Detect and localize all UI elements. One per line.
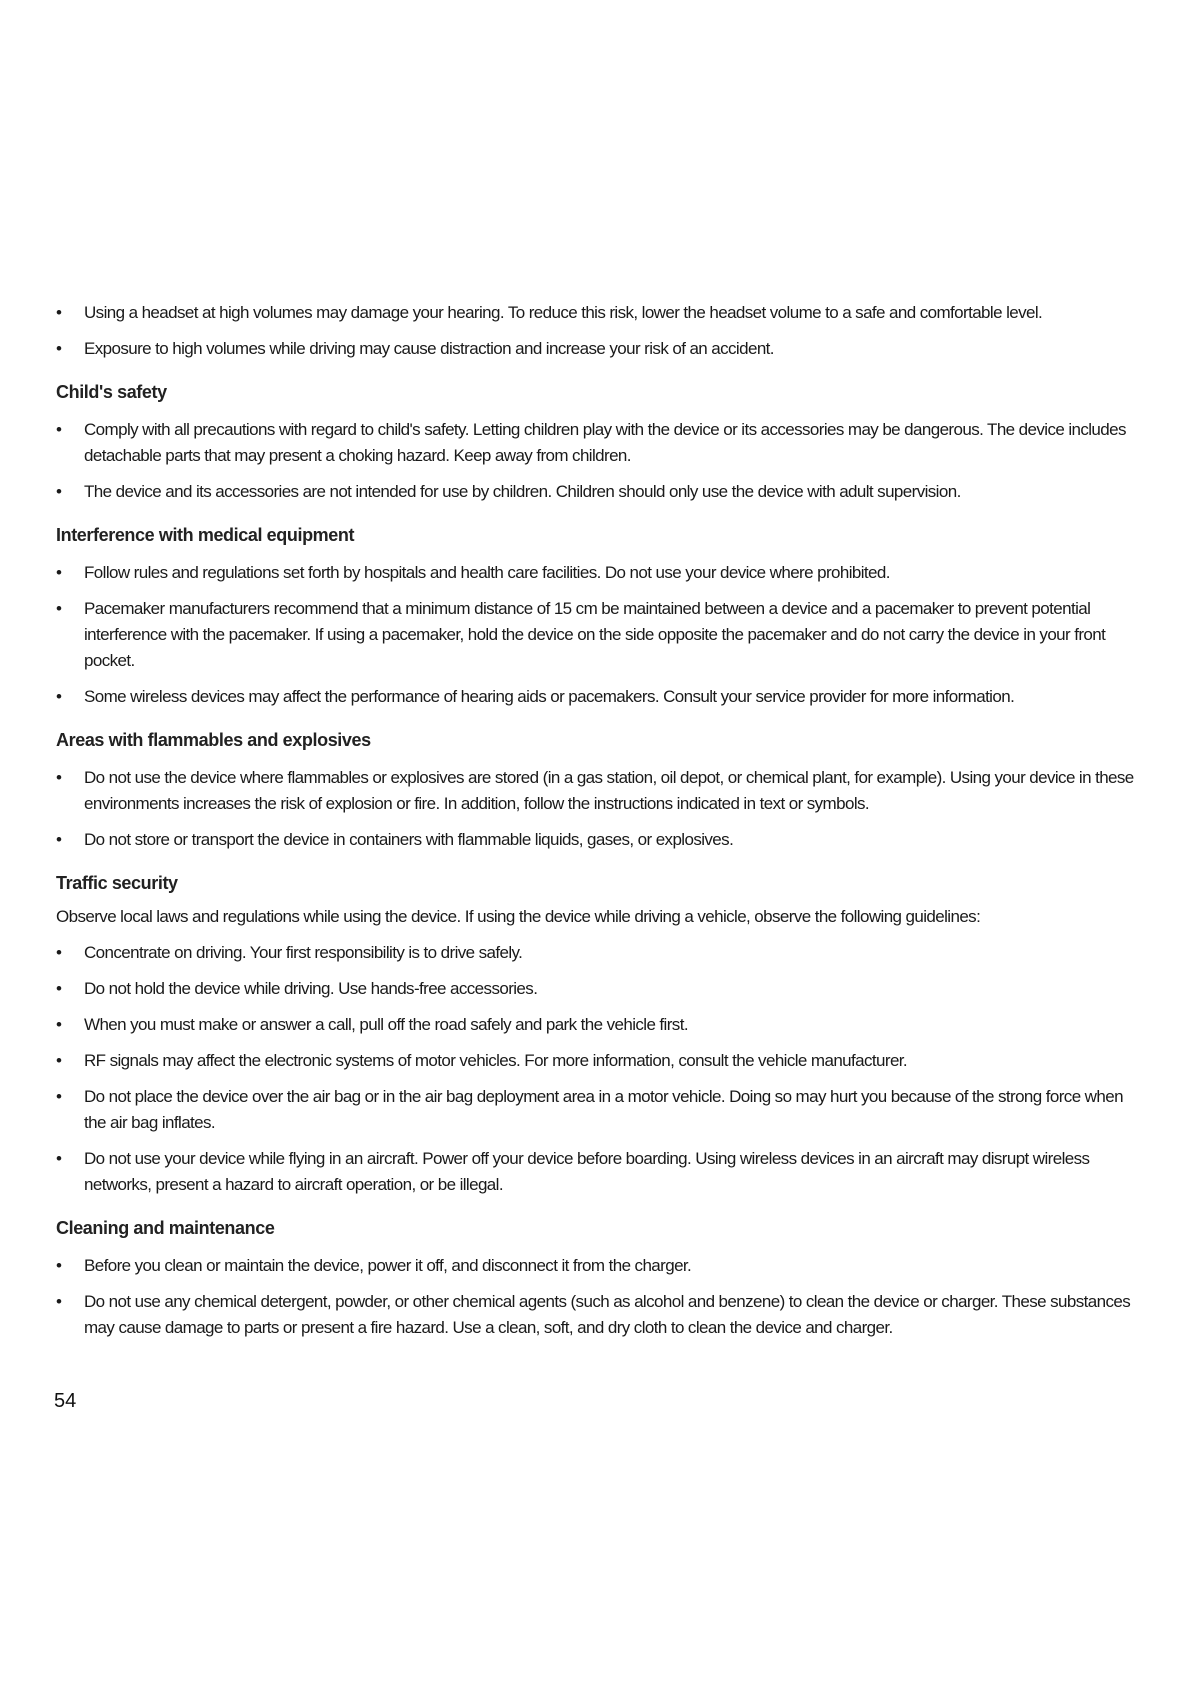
bullet-glyph: •	[56, 687, 62, 706]
section-heading-flammables: Areas with flammables and explosives	[56, 730, 371, 750]
list-item	[56, 1253, 1136, 1279]
list-item	[56, 1048, 1136, 1074]
bullet-glyph: •	[56, 1087, 62, 1106]
list-item	[56, 827, 1136, 853]
childs-safety-bullets	[56, 417, 1136, 505]
hearing-bullets	[56, 300, 1136, 362]
list-item	[56, 300, 1136, 326]
bullet-text: When you must make or answer a call, pull off the road safely and park the vehicle first.	[84, 1015, 688, 1034]
list-item	[56, 1012, 1136, 1038]
bullet-glyph: •	[56, 482, 62, 501]
list-item	[56, 684, 1136, 710]
bullet-glyph: •	[56, 599, 62, 618]
bullet-text: Before you clean or maintain the device, power it off, and disconnect it from the charger.	[84, 1256, 692, 1275]
bullet-glyph: •	[56, 339, 62, 358]
bullet-glyph: •	[56, 563, 62, 582]
list-item	[56, 596, 1136, 674]
section-heading-childs-safety: Child's safety	[56, 382, 167, 402]
bullet-text: Using a headset at high volumes may damage your hearing. To reduce this risk, lower the headset volume to a safe and comfortable level.	[84, 303, 1043, 322]
bullet-text: Do not use your device while flying in an aircraft. Power off your device before boarding. Using wireless devices in an aircraft may disrupt wireless networks, present a hazard to aircraft operation, or be illegal.	[84, 1149, 1090, 1194]
list-item	[56, 940, 1136, 966]
traffic-security-bullets	[56, 940, 1136, 1198]
bullet-text: Do not store or transport the device in containers with flammable liquids, gases, or explosives.	[84, 830, 734, 849]
bullet-text: Comply with all precautions with regard to child's safety. Letting children play with the device or its accessories may be dangerous. The device includes detachable parts that may present a choking hazard. Keep away from children.	[84, 420, 1126, 465]
bullet-glyph: •	[56, 943, 62, 962]
bullet-glyph: •	[56, 979, 62, 998]
bullet-text: Concentrate on driving. Your first responsibility is to drive safely.	[84, 943, 523, 962]
bullet-text: Exposure to high volumes while driving may cause distraction and increase your risk of an accident.	[84, 339, 774, 358]
list-item	[56, 560, 1136, 586]
bullet-glyph: •	[56, 768, 62, 787]
bullet-text: RF signals may affect the electronic systems of motor vehicles. For more information, consult the vehicle manufacturer.	[84, 1051, 908, 1070]
bullet-glyph: •	[56, 420, 62, 439]
section-heading-traffic-security: Traffic security	[56, 873, 178, 893]
bullet-glyph: •	[56, 1051, 62, 1070]
list-item	[56, 1084, 1136, 1136]
bullet-glyph: •	[56, 1149, 62, 1168]
list-item	[56, 1146, 1136, 1198]
list-item	[56, 479, 1136, 505]
bullet-text: Do not use any chemical detergent, powder, or other chemical agents (such as alcohol and benzene) to clean the device or charger. These substances may cause damage to parts or present a fire hazard. Use a clean, soft, and dry cloth to clean the device and charger.	[84, 1292, 1131, 1337]
document-body	[56, 300, 1136, 1351]
list-item	[56, 765, 1136, 817]
list-item	[56, 1289, 1136, 1341]
bullet-glyph: •	[56, 1292, 62, 1311]
flammables-bullets	[56, 765, 1136, 853]
list-item	[56, 336, 1136, 362]
bullet-text: Follow rules and regulations set forth by hospitals and health care facilities. Do not use your device where prohibited.	[84, 563, 890, 582]
section-heading-cleaning: Cleaning and maintenance	[56, 1218, 275, 1238]
cleaning-bullets	[56, 1253, 1136, 1341]
bullet-text: The device and its accessories are not intended for use by children. Children should only use the device with adult supervision.	[84, 482, 961, 501]
page-number: 54	[54, 1390, 77, 1412]
bullet-text: Pacemaker manufacturers recommend that a minimum distance of 15 cm be maintained between a device and a pacemaker to prevent potential interference with the pacemaker. If using a pacemaker, hold the device on the side opposite the pacemaker and do not carry the device in your front pocket.	[84, 599, 1106, 670]
list-item	[56, 417, 1136, 469]
bullet-glyph: •	[56, 830, 62, 849]
bullet-text: Do not hold the device while driving. Use hands-free accessories.	[84, 979, 538, 998]
medical-equipment-bullets	[56, 560, 1136, 710]
section-heading-medical-equipment: Interference with medical equipment	[56, 525, 355, 545]
bullet-glyph: •	[56, 303, 62, 322]
bullet-glyph: •	[56, 1015, 62, 1034]
bullet-text: Some wireless devices may affect the performance of hearing aids or pacemakers. Consult your service provider for more information.	[84, 687, 1015, 706]
bullet-glyph: •	[56, 1256, 62, 1275]
traffic-security-intro: Observe local laws and regulations while using the device. If using the device while driving a vehicle, observe the following guidelines:	[56, 907, 981, 926]
bullet-text: Do not use the device where flammables or explosives are stored (in a gas station, oil depot, or chemical plant, for example). Using your device in these environments increases the risk of explosion or fire. In addition, follow the instructions indicated in text or symbols.	[84, 768, 1134, 813]
list-item	[56, 976, 1136, 1002]
bullet-text: Do not place the device over the air bag or in the air bag deployment area in a motor vehicle. Doing so may hurt you because of the strong force when the air bag inflates.	[84, 1087, 1123, 1132]
